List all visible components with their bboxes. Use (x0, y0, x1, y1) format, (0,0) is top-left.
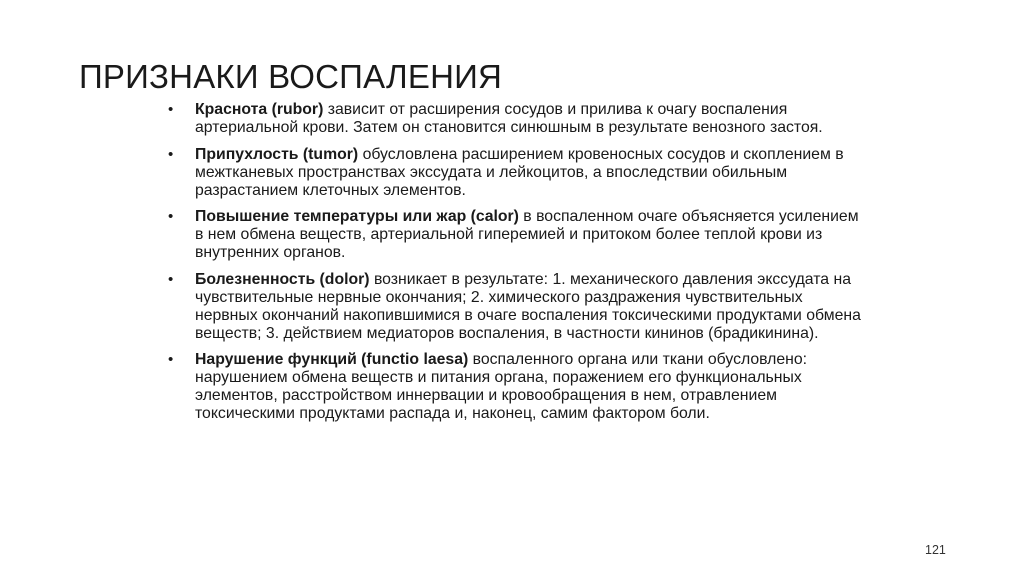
bullet-icon: • (168, 270, 174, 288)
page-number: 121 (925, 543, 946, 557)
list-item-heat (168, 208, 868, 262)
list-item-redness (168, 101, 868, 137)
bullet-icon: • (168, 351, 174, 368)
bullet-list (168, 101, 868, 432)
item-term: Нарушение функций (functio laesa) (195, 351, 469, 368)
item-description: воспаленного органа или ткани обусловлено: нарушением обмена веществ и питания органа, поражением его функциональных элементов, расстройством иннервации и кровообращения в нем, отравлением токсическими продуктами распада и, наконец, самим фактором боли. (195, 351, 808, 422)
item-description: обусловлена расширением кровеносных сосудов и скоплением в межтканевых пространствах экссудата и лейкоцитов, а впоследствии обильным разрастанием клеточных элементов. (195, 145, 844, 199)
list-item-loss-of-function (168, 351, 868, 423)
bullet-icon: • (168, 208, 174, 225)
item-term: Краснота (rubor) (195, 101, 324, 118)
item-description: зависит от расширения сосудов и прилива к очагу воспаления артериальной крови. Затем он становится синюшным в результате венозного застоя. (195, 101, 823, 136)
bullet-icon: • (168, 101, 174, 118)
list-item-swelling (168, 146, 868, 200)
slide-title: ПРИЗНАКИ ВОСПАЛЕНИЯ (79, 58, 503, 95)
item-term: Болезненность (dolor) (195, 270, 370, 288)
bullet-icon: • (168, 145, 174, 163)
item-description: в воспаленном очаге объясняется усилением в нем обмена веществ, артериальной гиперемией и притоком более теплой крови из внутренних органов. (195, 208, 859, 261)
list-item-pain (168, 271, 868, 343)
item-term: Припухлость (tumor) (195, 145, 359, 163)
item-description: возникает в результате: 1. механического давления экссудата на чувствительные нервные окончания; 2. химического раздражения чувствительных нервных окончаний накопившимися в очаге воспаления токсическими продуктами обмена веществ; 3. действием медиаторов воспаления, в частности кининов (брадикинина). (195, 270, 861, 342)
item-term: Повышение температуры или жар (calor) (195, 208, 519, 225)
